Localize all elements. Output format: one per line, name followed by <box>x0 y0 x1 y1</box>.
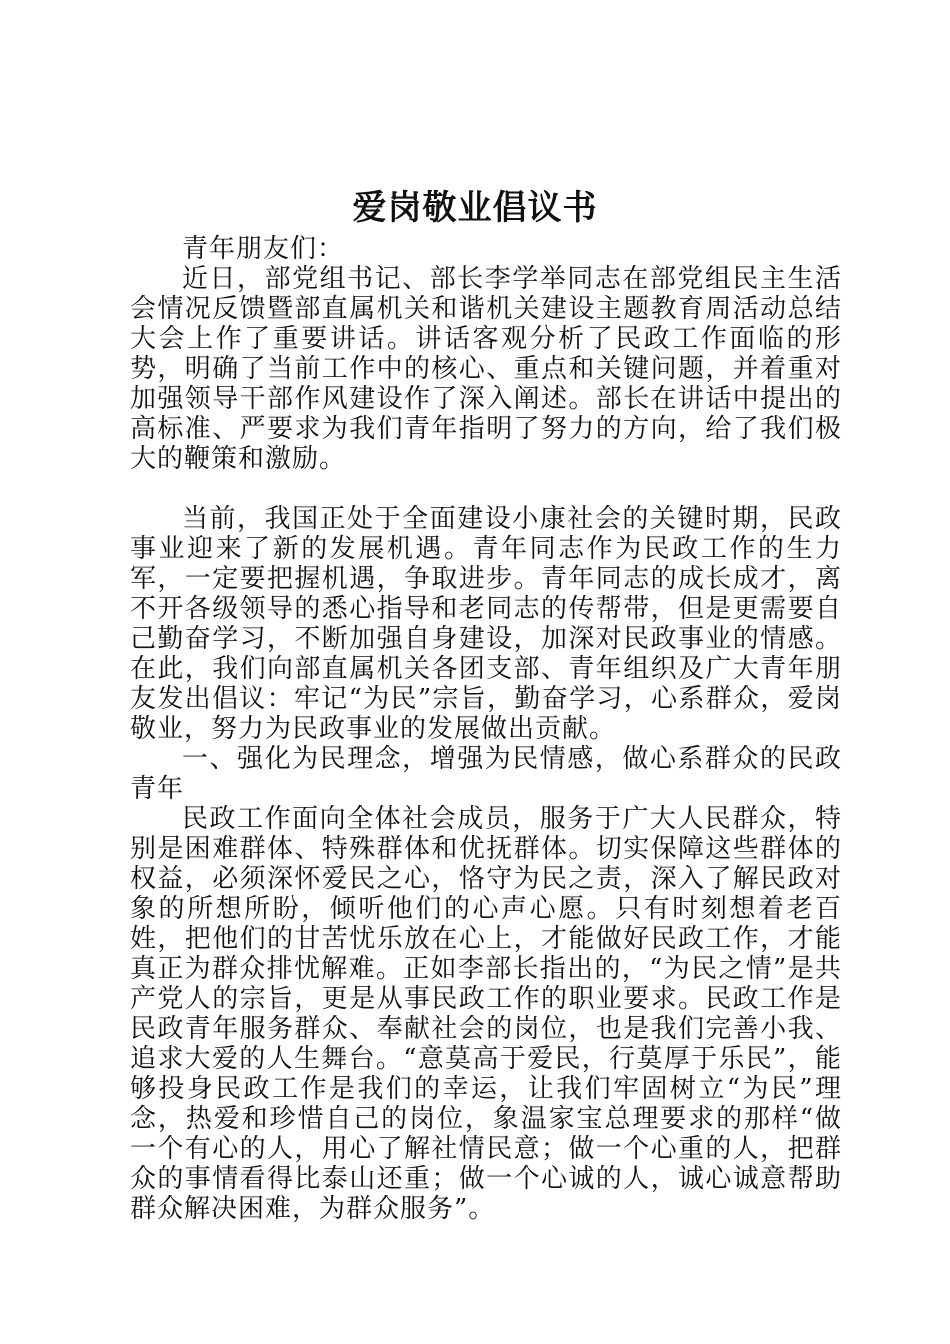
document-body <box>130 234 842 1224</box>
paragraph-section-1: 民政工作面向全体社会成员，服务于广大人民群众，特别是困难群体、特殊群体和优抚群体。切实保障这些群体的权益，必须深怀爱民之心，恪守为民之责，深入了解民政对象的所想所盼，倾听他们的心声心愿。只有时刻想着老百姓，把他们的甘苦忧乐放在心上，才能做好民政工作，才能真正为群众排忧解难。正如李部长指出的，“为民之情”是共产党人的宗旨，更是从事民政工作的职业要求。民政工作是民政青年服务群众、奉献社会的岗位，也是我们完善小我、追求大爱的人生舞台。“意莫高于爱民，行莫厚于乐民”，能够投身民政工作是我们的幸运，让我们牢固树立“为民”理念，热爱和珍惜自己的岗位，象温家宝总理要求的那样“做一个有心的人，用心了解社情民意；做一个心重的人，把群众的事情看得比泰山还重；做一个心诚的人，诚心诚意帮助群众解决困难，为群众服务”。 <box>130 804 842 1224</box>
document-title: 爱岗敬业倡议书 <box>352 188 598 228</box>
paragraph-current-situation: 当前，我国正处于全面建设小康社会的关键时期，民政事业迎来了新的发展机遇。青年同志作为民政工作的生力军，一定要把握机遇，争取进步。青年同志的成长成才，离不开各级领导的悉心指导和老同志的传帮带，但是更需要自己勤奋学习，不断加强自身建设，加深对民政事业的情感。在此，我们向部直属机关各团支部、青年组织及广大青年朋友发出倡议：牢记“为民”宗旨，勤奋学习，心系群众，爱岗敬业，努力为民政事业的发展做出贡献。 <box>130 504 842 744</box>
salutation: 青年朋友们： <box>182 234 345 264</box>
paragraph-intro: 近日，部党组书记、部长李学举同志在部党组民主生活会情况反馈暨部直属机关和谐机关建设主题教育周活动总结大会上作了重要讲话。讲话客观分析了民政工作面临的形势，明确了当前工作中的核心、重点和关键问题，并着重对加强领导干部作风建设作了深入阐述。部长在讲话中提出的高标准、严要求为我们青年指明了努力的方向，给了我们极大的鞭策和激励。 <box>130 264 842 474</box>
section-heading-1: 一、强化为民理念，增强为民情感，做心系群众的民政青年 <box>130 744 842 804</box>
